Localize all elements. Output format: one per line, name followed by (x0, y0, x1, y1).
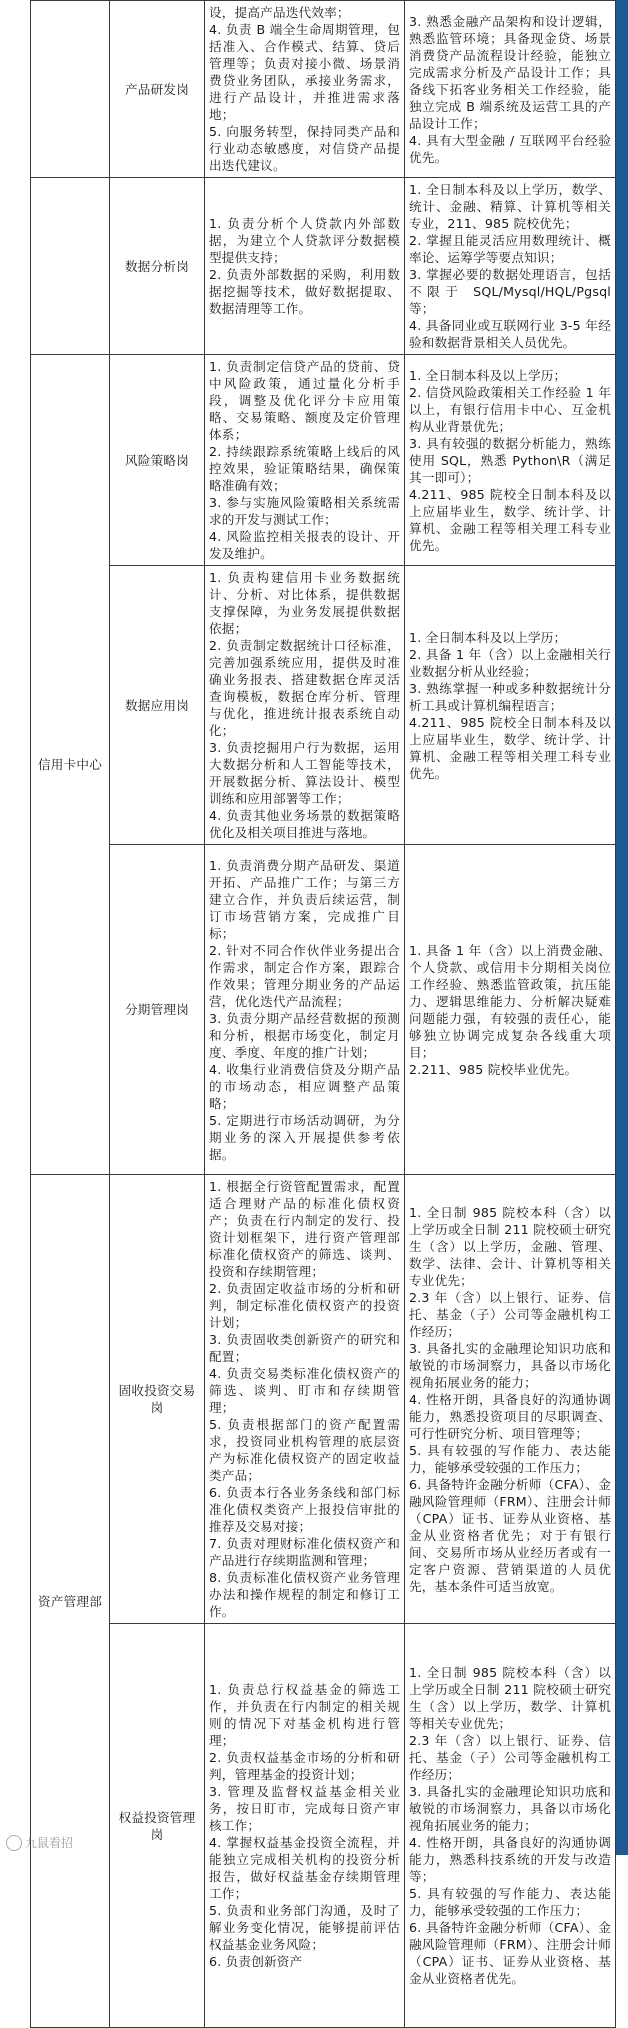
duty-line: 2. 负责权益基金市场的分析和研判，管理基金的投资计划； (209, 1750, 400, 1782)
table-row (31, 178, 616, 355)
req-line: 1. 全日制本科及以上学历； (409, 367, 567, 383)
duty-line: 2. 负责固定收益市场的分析和研判，制定标准化债权资产的投资计划； (209, 1281, 400, 1330)
role-cell: 固收投资交易岗 (110, 1175, 205, 1624)
duty-line: 4. 负责 B 端全生命周期管理，包括准入、合作模式、结算、贷后管理等；负责对接小微、场景消费贷业务团队，承接业务需求，进行产品设计，并推进需求落地； (209, 22, 400, 122)
dept-cell (31, 1, 110, 178)
duty-line: 7. 负责对理财标准化债权资产和产品进行存续期监测和管理； (209, 1536, 400, 1568)
duty-line: 3. 管理及监督权益基金相关业务，按日盯市，完成每日资产审核工作； (209, 1784, 400, 1833)
table-row (31, 1624, 616, 2028)
requirements-cell (405, 1, 616, 178)
role-cell: 产品研发岗 (110, 1, 205, 178)
req-line: 1. 全日制 985 院校本科（含）以上学历或全日制 211 院校硕士研究生（含）以上学历，金融、管理、数学、法律、会计、计算机等相关专业优先； (409, 1204, 611, 1288)
duty-line: 1. 负责制定信贷产品的贷前、贷中风险政策，通过量化分析手段，调整及优化评分卡应用策略、交易策略、额度及定价管理体系； (209, 359, 400, 442)
requirements-cell (405, 845, 616, 1175)
duty-line: 设，提高产品迭代效率； (209, 5, 350, 20)
table-row (31, 845, 616, 1175)
req-line: 5. 具有较强的写作能力、表达能力，能够承受较强的工作压力； (409, 1442, 611, 1475)
role-cell: 权益投资管理岗 (110, 1624, 205, 2028)
duty-line: 4. 负责其他业务场景的数据策略优化及相关项目推进与落地。 (209, 808, 400, 840)
duty-line: 4. 掌握权益基金投资全流程，并能独立完成相关机构的投资分析报告，做好权益基金存续期管理工作； (209, 1835, 400, 1901)
req-line: 2.3 年（含）以上银行、证券、信托、基金（子）公司等金融机构工作经历； (409, 1289, 611, 1339)
dept-cell-asset-management: 资产管理部 (31, 1175, 110, 2028)
duty-line: 8. 负责标准化债权资产业务管理办法和操作规程的制定和修订工作。 (209, 1570, 400, 1619)
table-row (31, 1175, 616, 1624)
requirements-cell (405, 178, 616, 355)
req-line: 3. 掌握必要的数据处理语言，包括不限于 SQL/Mysql/HQL/Pgsql 等； (409, 267, 611, 316)
req-line: 3. 具备扎实的金融理论知识功底和敏锐的市场洞察力，具备以市场化视角拓展业务的能力； (409, 1784, 611, 1833)
duty-line: 3. 负责分期产品经营数据的预测和分析，根据市场变化，制定月度、季度、年度的推广计划； (209, 1010, 400, 1060)
table-row (31, 1, 616, 178)
req-line: 4. 性格开朗，具备良好的沟通协调能力，熟悉科技系统的开发与改造等； (409, 1835, 611, 1884)
req-line: 6. 具备特许金融分析师（CFA）、金融风险管理师（FRM）、注册会计师（CPA）证书、证券从业资格、基金从业资格者优先；对于有银行间、交易所市场从业经历者或有一定客户资源、营销渠道的人员优先，基本条件可适当放宽。 (409, 1476, 611, 1594)
dept-cell-credit-card-center: 信用卡中心 (31, 355, 110, 1175)
req-line: 5. 具有较强的写作能力、表达能力，能够承受较强的工作压力； (409, 1886, 611, 1918)
table-row (31, 566, 616, 845)
duties-cell (205, 1175, 405, 1624)
duties-cell (205, 566, 405, 845)
duty-line: 1. 负责构建信用卡业务数据统计、分析、对比体系，提供数据支撑保障，为业务发展提供数据依据； (209, 570, 400, 636)
req-line: 1. 全日制 985 院校本科（含）以上学历或全日制 211 院校硕士研究生（含）以上学历，数学、计算机等相关专业优先； (409, 1665, 611, 1731)
duties-cell (205, 178, 405, 355)
duty-line: 3. 参与实施风险策略相关系统需求的开发与测试工作； (209, 495, 400, 527)
req-line: 2. 信贷风险政策相关工作经验 1 年以上，有银行信用卡中心、互金机构从业背景优先； (409, 384, 611, 434)
duty-line: 4. 收集行业消费信贷及分期产品的市场动态，相应调整产品策略； (209, 1061, 400, 1111)
watermark-text: 九鼠看招 (25, 1836, 74, 1850)
table-row (31, 355, 616, 566)
req-line: 4. 具有大型金融 / 互联网平台经验优先。 (409, 132, 611, 165)
duty-line: 2. 持续跟踪系统策略上线后的风控效果，验证策略结果，确保策略准确有效； (209, 444, 400, 493)
requirements-cell (405, 1175, 616, 1624)
duty-line: 3. 负责固收类创新资产的研究和配置； (209, 1332, 400, 1364)
req-line: 1. 全日制本科及以上学历； (409, 629, 567, 645)
requirements-cell (405, 1624, 616, 2028)
req-line: 1. 具备 1 年（含）以上消费金融、个人贷款、或信用卡分期相关岗位工作经验、熟悉监管政策，抗压能力、逻辑思维能力、分析解决疑难问题能力强，有较强的责任心，能够独立协调完成复杂各线重大项目； (409, 942, 611, 1060)
duty-line: 5. 向服务转型，保持同类产品和行业动态敏感度，对信贷产品提出迭代建议。 (209, 124, 400, 173)
req-line: 2.211、985 院校毕业优先。 (409, 1061, 578, 1077)
role-cell: 分期管理岗 (110, 845, 205, 1175)
duty-line: 5. 定期进行市场活动调研，为分期业务的深入开展提供参考依据。 (209, 1112, 400, 1162)
duties-cell (205, 355, 405, 566)
duties-cell (205, 845, 405, 1175)
req-line: 4. 具备同业或互联网行业 3-5 年经验和数据背景相关人员优先。 (409, 318, 611, 350)
dept-cell (31, 178, 110, 355)
duty-line: 1. 根据全行资管配置需求，配置适合理财产品的标准化债权资产；负责在行内制定的发行、投资计划框架下，进行资产管理部标准化债权资产的筛选、谈判、投资和存续期管理； (209, 1179, 400, 1279)
duty-line: 5. 负责和业务部门沟通，及时了解业务变化情况，能够提前评估权益基金业务风险； (209, 1903, 400, 1952)
req-line: 4.211、985 院校全日制本科及以上应届毕业生，数学、统计学、计算机、金融工程等相关理工科专业优先。 (409, 714, 611, 781)
right-edge-bar (616, 0, 628, 1855)
requirements-cell (405, 566, 616, 845)
req-line: 2. 掌握且能灵活应用数理统计、概率论、运筹学等要点知识； (409, 233, 611, 265)
req-line: 2. 具备 1 年（含）以上金融相关行业数据分析从业经验； (409, 646, 611, 679)
duty-line: 6. 负责本行各业务条线和部门标准化债权类资产上报投信审批的推荐及交易对接； (209, 1485, 400, 1534)
req-line: 1. 全日制本科及以上学历，数学、统计、金融、精算、计算机等相关专业，211、985 院校优先； (409, 182, 611, 231)
duty-line: 1. 负责消费分期产品研发、渠道开拓、产品推广工作；与第三方建立合作，并负责后续运营，制订市场营销方案，完成推广目标； (209, 857, 400, 941)
duty-line: 4. 风险监控相关报表的设计、开发及维护。 (209, 529, 400, 561)
requirements-cell (405, 355, 616, 566)
duties-cell (205, 1, 405, 178)
duty-line: 1. 负责分析个人贷款内外部数据，为建立个人贷款评分数据模型提供支持； (209, 216, 400, 265)
duty-line: 2. 负责外部数据的采购，利用数据挖掘等技术，做好数据提取、数据清理等工作。 (209, 267, 400, 316)
duty-line: 2. 针对不同合作伙伴业务提出合作需求，制定合作方案，跟踪合作效果；管理分期业务的产品运营，优化迭代产品流程； (209, 942, 400, 1009)
role-cell: 数据分析岗 (110, 178, 205, 355)
duty-line: 3. 负责挖掘用户行为数据，运用大数据分析和人工智能等技术，开展数据分析、算法设计、模型训练和应用部署等工作； (209, 740, 400, 806)
watermark-logo-icon (6, 1835, 22, 1851)
duty-line: 6. 负责创新资产 (209, 1954, 303, 1969)
req-line: 2.3 年（含）以上银行、证券、信托、基金（子）公司等金融机构工作经历； (409, 1733, 611, 1782)
req-line: 4.211、985 院校全日制本科及以上应届毕业生，数学、统计学、计算机、金融工程等相关理工科专业优先。 (409, 486, 611, 553)
req-line: 3. 熟悉金融产品架构和设计逻辑，熟悉监管环境；具备现金贷、场景消费贷产品流程设计经验，能独立完成需求分析及产品设计工作；具备线下拓客业务相关工作经验，能独立完成 B 端系统及运营工具的产品设计工作； (409, 13, 611, 131)
duties-cell (205, 1624, 405, 2028)
duty-line: 2. 负责制定数据统计口径标准，完善加强系统应用，提供及时准确业务报表、搭建数据仓库灵活查询模板，数据仓库分析、管理与优化，推进统计报表系统自动化； (209, 638, 400, 738)
job-table-document (30, 0, 616, 1986)
req-line: 3. 具有较强的数据分析能力，熟练使用 SQL，熟悉 Python\R（满足其一即可）； (409, 435, 611, 485)
req-line: 6. 具备特许金融分析师（CFA）、金融风险管理师（FRM）、注册会计师（CPA）证书、证券从业资格、基金从业资格者优先。 (409, 1920, 611, 1986)
watermark (6, 1834, 73, 1851)
role-cell: 数据应用岗 (110, 566, 205, 845)
duty-line: 4. 负责交易类标准化债权资产的筛选、谈判、盯市和存续期管理； (209, 1366, 400, 1415)
req-line: 3. 具备扎实的金融理论知识功底和敏锐的市场洞察力，具备以市场化视角拓展业务的能力； (409, 1340, 611, 1390)
req-line: 4. 性格开朗，具备良好的沟通协调能力，熟悉投资项目的尽职调查、可行性研究分析、项目管理等； (409, 1391, 611, 1441)
duty-line: 1. 负责总行权益基金的筛选工作，并负责在行内制定的相关规则的情况下对基金机构进行管理； (209, 1682, 400, 1748)
req-line: 3. 熟练掌握一种或多种数据统计分析工具或计算机编程语言； (409, 680, 611, 713)
job-table (30, 0, 616, 2028)
role-cell: 风险策略岗 (110, 355, 205, 566)
duty-line: 5. 负责根据部门的资产配置需求，投资同业机构管理的底层资产为标准化债权资产的固定收益类产品； (209, 1417, 400, 1483)
